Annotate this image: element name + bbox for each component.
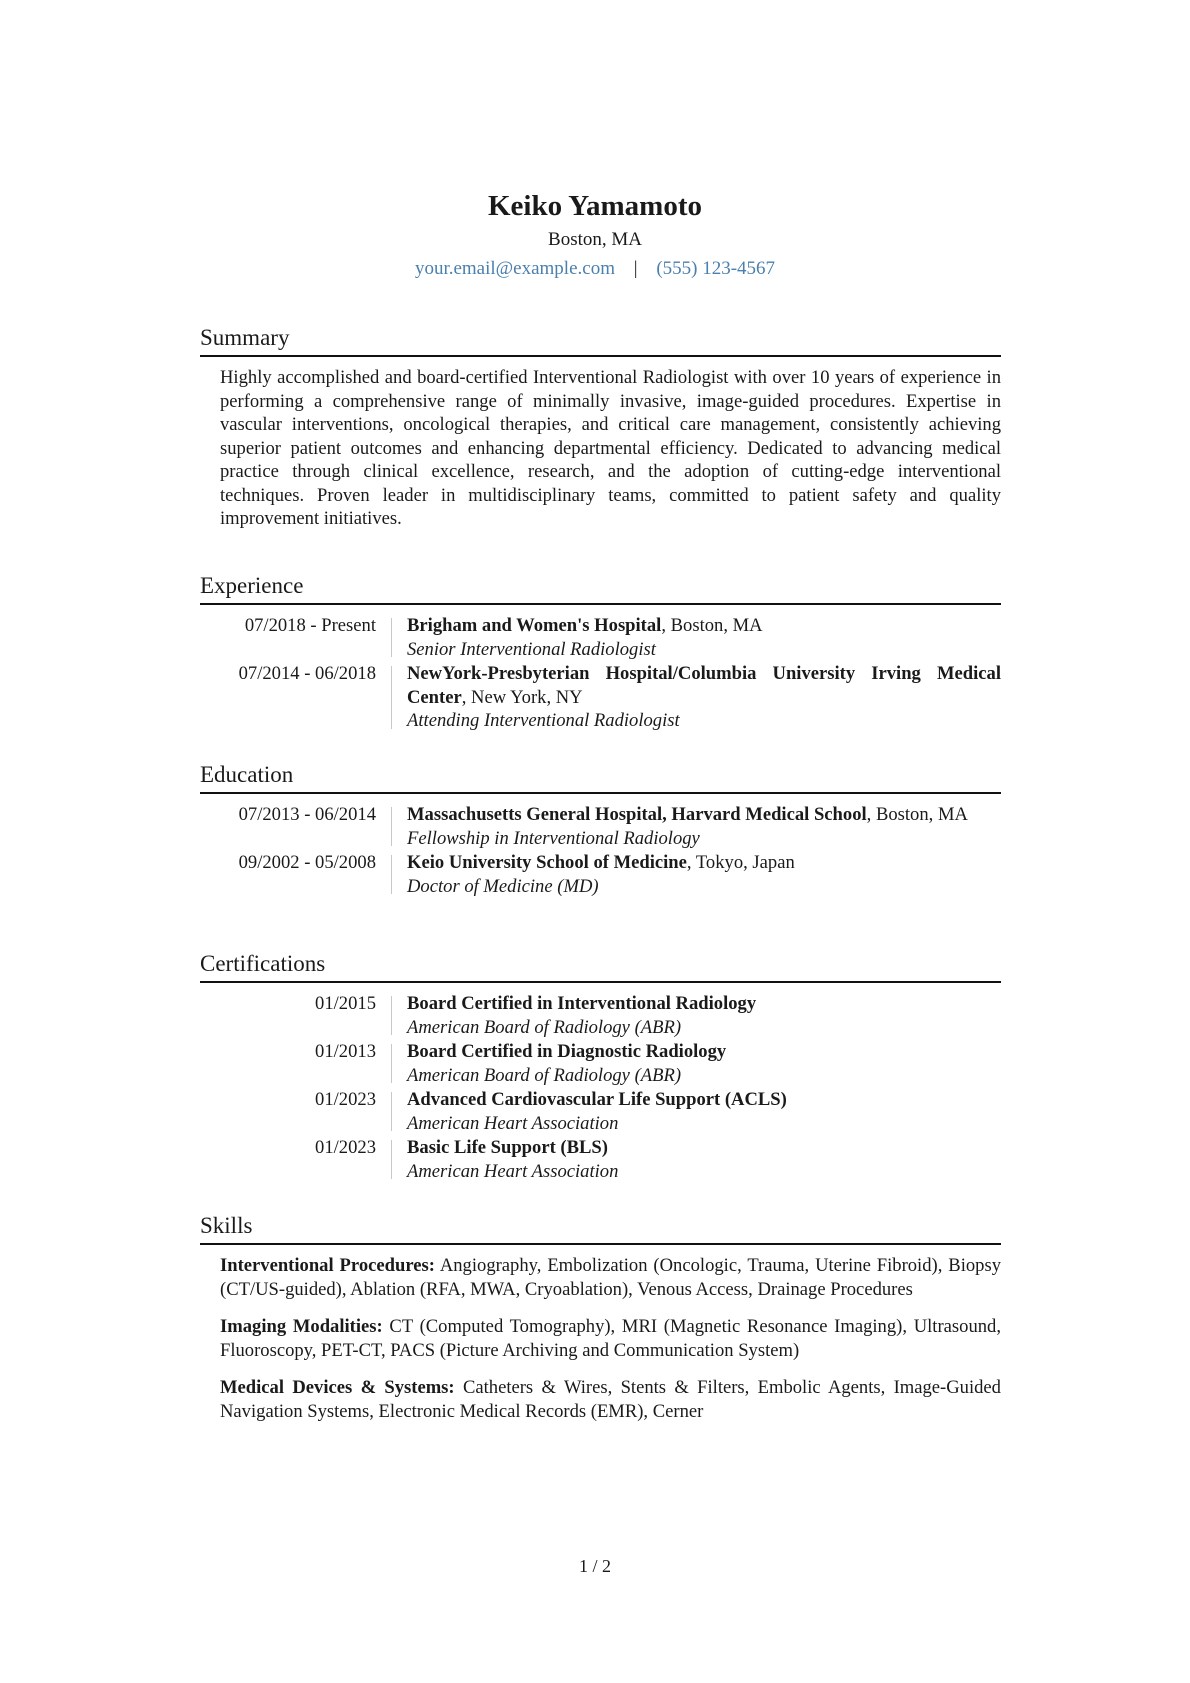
- page-number: 1 / 2: [578, 1556, 611, 1576]
- entry-heading: [407, 803, 1001, 827]
- entry-heading: [407, 851, 1001, 875]
- certifications-list: [200, 992, 1001, 1183]
- education-entry: [200, 851, 1001, 898]
- entry-role: Doctor of Medicine (MD): [407, 875, 599, 897]
- skill-group: [220, 1376, 1001, 1423]
- summary-section: [200, 324, 1001, 531]
- entry-date: 07/2018 - Present: [244, 615, 376, 636]
- entry-body: [392, 614, 1001, 661]
- certifications-section: [200, 950, 1001, 1184]
- education-list: [200, 803, 1001, 898]
- skill-values: CT (Computed Tomography), MRI (Magnetic Resonance Imaging), Ultrasound, Fluoroscopy, PET-CT, PACS (Picture Archiving and Communication System): [220, 1316, 1001, 1361]
- experience-list: [200, 614, 1001, 733]
- resume-header: [0, 188, 1190, 281]
- skill-group: [220, 1254, 1001, 1301]
- skill-values: Angiography, Embolization (Oncologic, Trauma, Uterine Fibroid), Biopsy (CT/US-guided), Ablation (RFA, MWA, Cryoablation), Venous Access, Drainage Procedures: [220, 1255, 1001, 1300]
- entry-body: [392, 1040, 1001, 1087]
- phone-link[interactable]: (555) 123-4567: [656, 258, 776, 279]
- entry-location: , Tokyo, Japan: [686, 852, 795, 873]
- entry-location: , Boston, MA: [661, 615, 763, 636]
- skill-label: Interventional Procedures:: [220, 1255, 435, 1276]
- entry-location: , Boston, MA: [866, 804, 968, 825]
- contact-line: [0, 257, 1190, 281]
- entry-body: [392, 1136, 1001, 1183]
- skill-label: Medical Devices & Systems:: [220, 1377, 455, 1398]
- skills-section: [200, 1212, 1001, 1437]
- entry-date: 01/2023: [315, 1089, 376, 1110]
- entry-role: Fellowship in Interventional Radiology: [407, 827, 700, 849]
- entry-role: Attending Interventional Radiologist: [407, 710, 680, 731]
- entry-date: 09/2002 - 05/2008: [238, 852, 376, 873]
- entry-organization: Massachusetts General Hospital, Harvard Medical School: [407, 804, 867, 825]
- entry-body: [392, 662, 1001, 733]
- entry-organization: Keio University School of Medicine: [407, 852, 687, 873]
- entry-organization: NewYork-Presbyterian Hospital/Columbia University Irving Medical Center: [407, 663, 1001, 708]
- skills-heading: Skills: [200, 1212, 1001, 1245]
- certification-issuer: American Heart Association: [407, 1160, 619, 1182]
- certification-entry: [200, 992, 1001, 1039]
- entry-date: 07/2014 - 06/2018: [238, 663, 376, 684]
- experience-entry: [200, 614, 1001, 661]
- education-entry: [200, 803, 1001, 850]
- experience-heading: Experience: [200, 572, 1001, 605]
- summary-heading: Summary: [200, 324, 1001, 357]
- entry-date: 07/2013 - 06/2014: [238, 804, 376, 825]
- certification-issuer: American Board of Radiology (ABR): [407, 1064, 682, 1086]
- contact-separator: |: [633, 258, 638, 279]
- skill-label: Imaging Modalities:: [220, 1316, 383, 1337]
- entry-date: 01/2013: [315, 1041, 376, 1062]
- entry-body: [392, 992, 1001, 1039]
- skill-values: Catheters & Wires, Stents & Filters, Embolic Agents, Image-Guided Navigation Systems, Electronic Medical Records (EMR), Cerner: [220, 1377, 1001, 1422]
- candidate-name: Keiko Yamamoto: [488, 190, 702, 222]
- entry-heading: [407, 662, 1001, 709]
- email-link[interactable]: your.email@example.com: [414, 258, 615, 279]
- entry-role: Senior Interventional Radiologist: [407, 638, 656, 660]
- experience-section: [200, 572, 1001, 734]
- entry-body: [392, 1088, 1001, 1135]
- education-section: [200, 761, 1001, 899]
- skill-group: [220, 1315, 1001, 1362]
- certifications-heading: Certifications: [200, 950, 1001, 983]
- entry-heading: [407, 614, 1001, 638]
- entry-body: [392, 803, 1001, 850]
- entry-date: 01/2015: [315, 993, 376, 1014]
- certification-issuer: American Heart Association: [407, 1112, 619, 1134]
- certification-name: Board Certified in Diagnostic Radiology: [407, 1041, 727, 1062]
- certification-name: Advanced Cardiovascular Life Support (ACLS): [407, 1089, 787, 1110]
- entry-organization: Brigham and Women's Hospital: [407, 615, 662, 636]
- summary-text: Highly accomplished and board-certified Interventional Radiologist with over 10 years of experience in performing a comprehensive range of minimally invasive, image-guided procedures. Expertise in vascular interventions, oncological therapies, and critical care management, consistently achieving superior patient outcomes and enhancing departmental efficiency. Dedicated to advancing medical practice through clinical excellence, research, and the adoption of cutting-edge interventional techniques. Proven leader in multidisciplinary teams, committed to patient safety and quality improvement initiatives.: [220, 367, 1001, 529]
- entry-body: [392, 851, 1001, 898]
- certification-entry: [200, 1040, 1001, 1087]
- certification-name: Board Certified in Interventional Radiology: [407, 993, 757, 1014]
- experience-entry: [200, 662, 1001, 733]
- certification-entry: [200, 1136, 1001, 1183]
- entry-location: , New York, NY: [461, 686, 583, 708]
- entry-date: 01/2023: [315, 1137, 376, 1158]
- education-heading: Education: [200, 761, 1001, 794]
- certification-entry: [200, 1088, 1001, 1135]
- certification-issuer: American Board of Radiology (ABR): [407, 1016, 682, 1038]
- skills-list: [200, 1254, 1001, 1423]
- certification-name: Basic Life Support (BLS): [407, 1137, 608, 1158]
- candidate-location: Boston, MA: [548, 229, 642, 250]
